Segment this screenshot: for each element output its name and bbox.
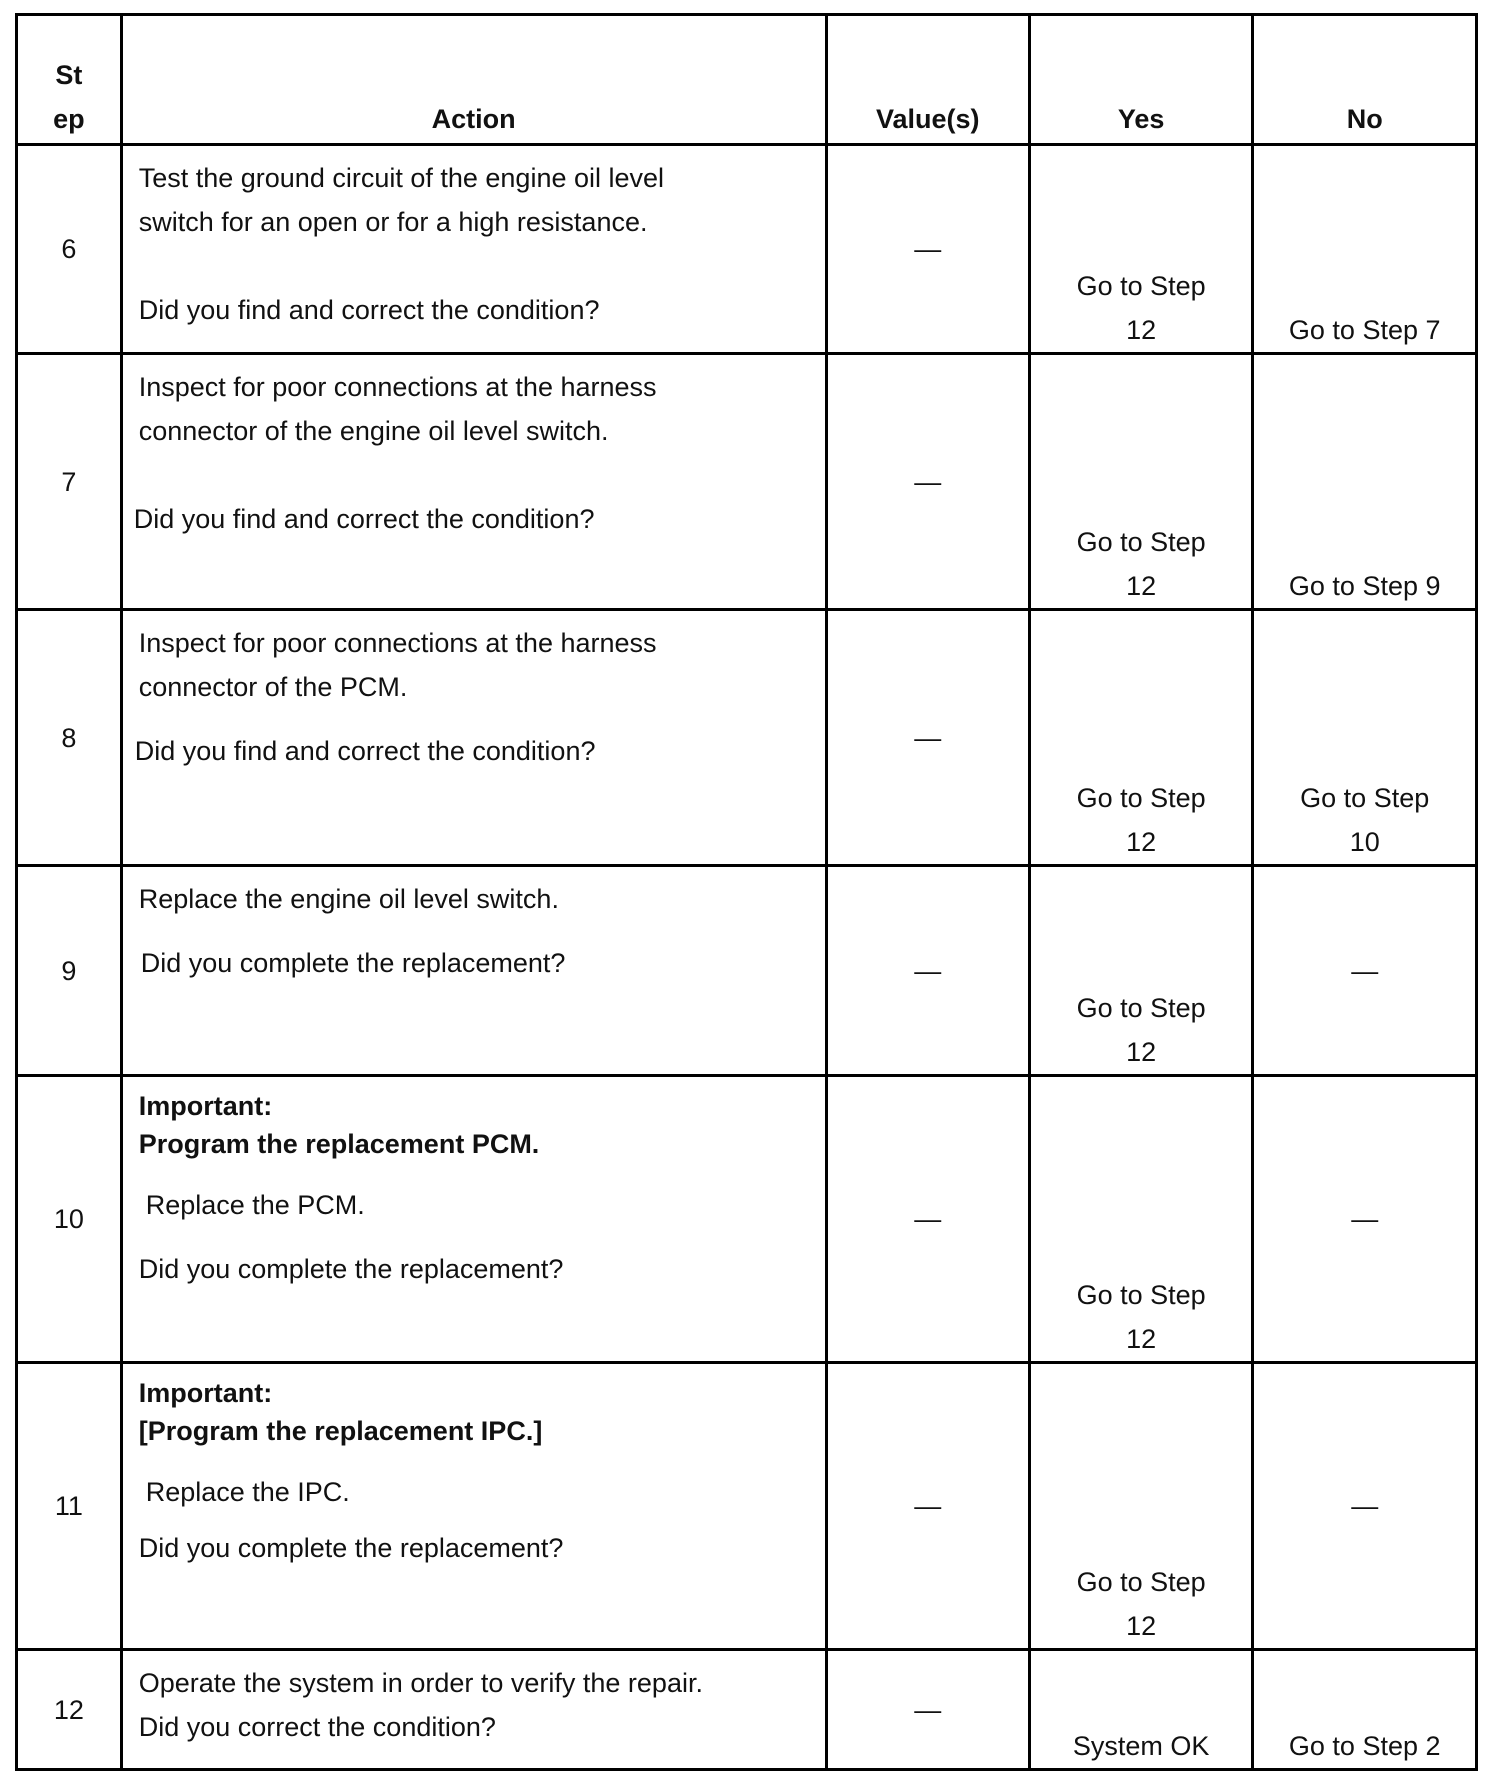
no-cell: Go to Step 2	[1253, 1650, 1477, 1770]
no-cell: —	[1253, 1076, 1477, 1363]
action-cell	[121, 610, 826, 866]
step-number: 11	[17, 1363, 122, 1650]
header-row	[17, 15, 1477, 145]
action-text: connector of the PCM.	[138, 672, 408, 702]
value-cell: —	[826, 145, 1029, 354]
no-cell: Go to Step 9	[1253, 354, 1477, 610]
action-question: Did you correct the condition?	[138, 1712, 496, 1742]
step-number: 7	[17, 354, 122, 610]
no-cell: —	[1253, 1363, 1477, 1650]
action-text: Operate the system in order to verify the repair.	[138, 1668, 703, 1698]
step-number: 12	[17, 1650, 122, 1770]
action-text: Replace the engine oil level switch.	[138, 884, 559, 914]
diagnostic-table	[15, 13, 1478, 1771]
action-cell	[121, 145, 826, 354]
yes-cell: Go to Step 12	[1029, 354, 1253, 610]
action-cell	[121, 354, 826, 610]
action-text: Replace the PCM.	[145, 1190, 365, 1220]
action-question: Did you find and correct the condition?	[134, 736, 596, 766]
value-cell: —	[826, 1650, 1029, 1770]
action-question: Did you complete the replacement?	[138, 1254, 564, 1284]
action-text: Inspect for poor connections at the harness	[138, 372, 657, 402]
yes-cell: Go to Step 12	[1029, 866, 1253, 1076]
step-number: 8	[17, 610, 122, 866]
table-row	[17, 610, 1477, 866]
yes-cell: Go to Step 12	[1029, 1363, 1253, 1650]
header-values: Value(s)	[826, 15, 1029, 145]
action-question: Did you complete the replacement?	[140, 948, 566, 978]
step-number: 9	[17, 866, 122, 1076]
action-text: connector of the engine oil level switch.	[138, 416, 609, 446]
important-label: Important:	[138, 1091, 273, 1121]
action-text: Replace the IPC.	[145, 1477, 350, 1507]
important-note: [Program the replacement IPC.]	[138, 1416, 543, 1446]
action-question: Did you find and correct the condition?	[138, 295, 600, 325]
no-cell: —	[1253, 866, 1477, 1076]
action-question: Did you complete the replacement?	[138, 1533, 564, 1563]
no-cell: Go to Step 7	[1253, 145, 1477, 354]
table-row	[17, 354, 1477, 610]
step-number: 6	[17, 145, 122, 354]
important-label: Important:	[138, 1378, 273, 1408]
action-question: Did you find and correct the condition?	[133, 504, 595, 534]
header-yes: Yes	[1029, 15, 1253, 145]
table-row	[17, 1076, 1477, 1363]
value-cell: —	[826, 1076, 1029, 1363]
header-step: St ep	[17, 15, 122, 145]
step-number: 10	[17, 1076, 122, 1363]
header-no: No	[1253, 15, 1477, 145]
header-action: Action	[121, 15, 826, 145]
no-cell: Go to Step 10	[1253, 610, 1477, 866]
value-cell: —	[826, 610, 1029, 866]
action-text: Test the ground circuit of the engine oil level	[138, 163, 665, 193]
table-row	[17, 866, 1477, 1076]
action-cell	[121, 1363, 826, 1650]
yes-cell: Go to Step 12	[1029, 145, 1253, 354]
action-text: switch for an open or for a high resistance.	[138, 207, 648, 237]
important-note: Program the replacement PCM.	[138, 1129, 540, 1159]
action-text: Inspect for poor connections at the harness	[138, 628, 657, 658]
yes-cell: Go to Step 12	[1029, 1076, 1253, 1363]
value-cell: —	[826, 866, 1029, 1076]
table-row	[17, 145, 1477, 354]
table-row	[17, 1650, 1477, 1770]
table-row	[17, 1363, 1477, 1650]
value-cell: —	[826, 1363, 1029, 1650]
action-cell	[121, 1650, 826, 1770]
action-cell	[121, 1076, 826, 1363]
yes-cell: System OK	[1029, 1650, 1253, 1770]
value-cell: —	[826, 354, 1029, 610]
action-cell	[121, 866, 826, 1076]
yes-cell: Go to Step 12	[1029, 610, 1253, 866]
